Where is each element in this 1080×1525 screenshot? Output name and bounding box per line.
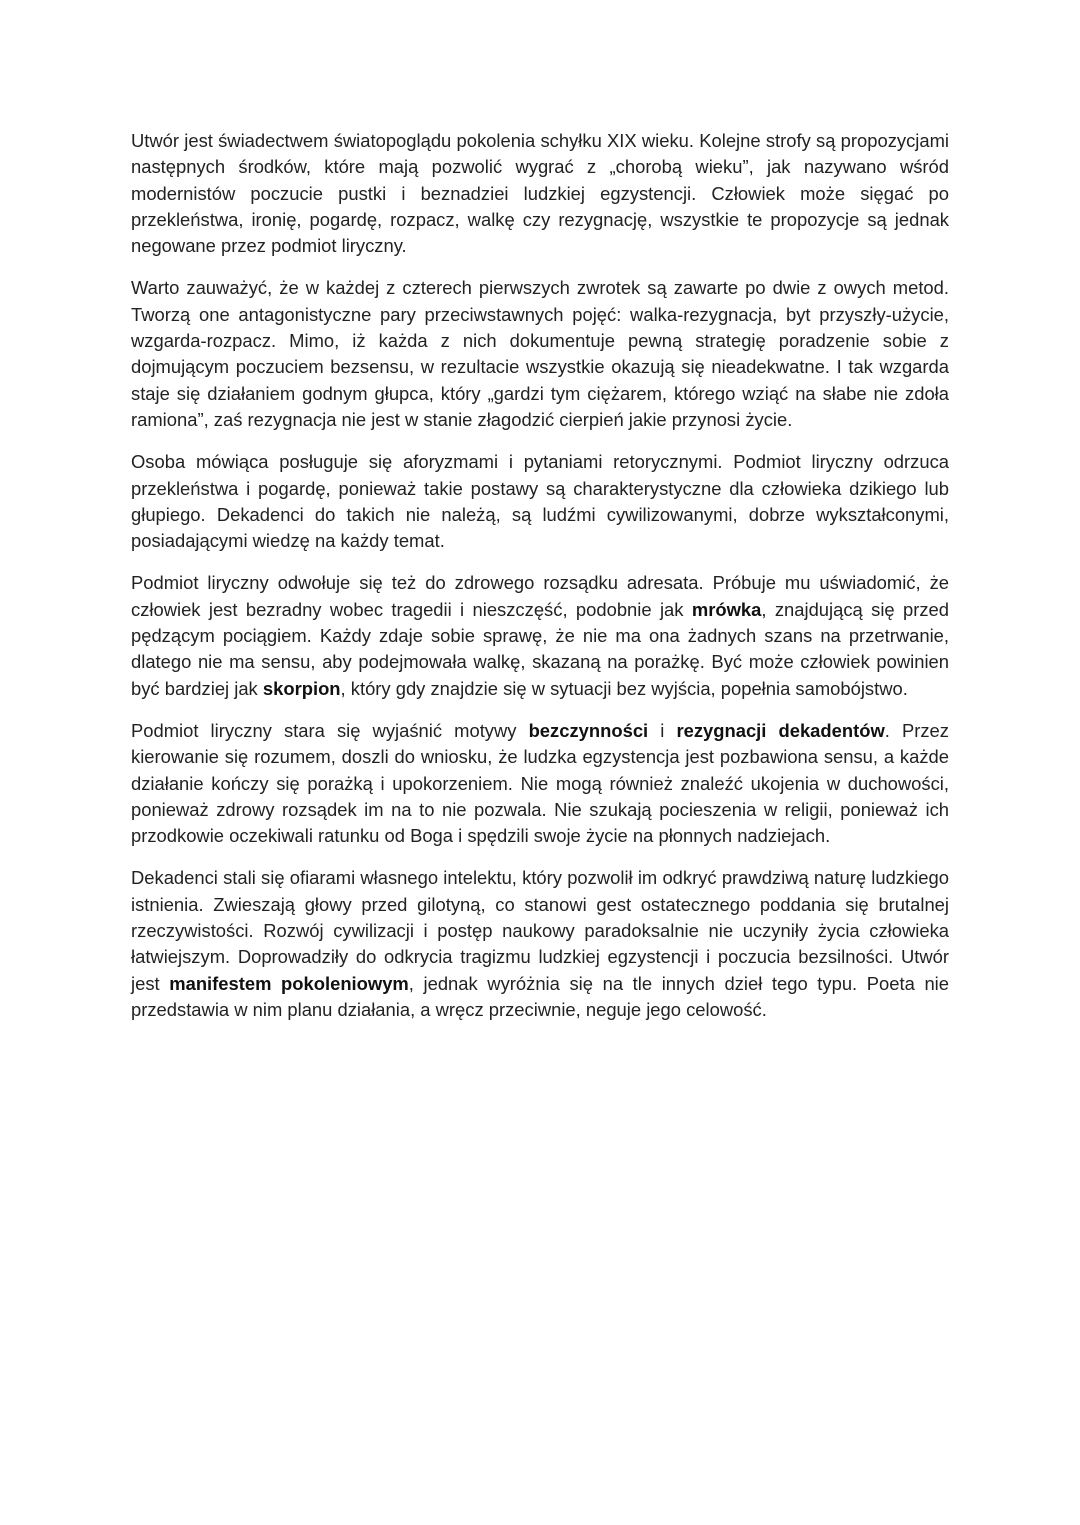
paragraph-5 xyxy=(131,718,949,849)
text-run: Warto zauważyć, że w każdej z czterech pierwszych zwrotek są zawarte po dwie z owych metod. Tworzą one antagonistyczne pary przeciwstawnych pojęć: walka-rezygnacja, byt przyszły-użycie, wzgarda-rozpacz. Mimo, iż każda z nich dokumentuje pewną strategię poradzenie sobie z dojmującym poczuciem bezsensu, w rezultacie wszystkie okazują się nieadekwatne. I tak wzgarda staje się działaniem godnym głupca, który „gardzi tym ciężarem, którego wziąć na słabe nie zdoła ramiona”, zaś rezygnacja nie jest w stanie złagodzić cierpień jakie przynosi życie. xyxy=(131,277,949,430)
paragraph-6 xyxy=(131,865,949,1023)
text-run: . Przez kierowanie się rozumem, doszli do wniosku, że ludzka egzystencja jest pozbawiona sensu, a każde działanie kończy się porażką i upokorzeniem. Nie mogą również znaleźć ukojenia w duchowości, ponieważ zdrowy rozsądek im na to nie pozwala. Nie szukają pocieszenia w religii, ponieważ ich przodkowie oczekiwali ratunku od Boga i spędzili swoje życie na płonnych nadziejach. xyxy=(131,719,949,847)
bold-term-skorpion: skorpion xyxy=(262,677,341,699)
paragraph-2 xyxy=(131,275,949,433)
document-page xyxy=(131,128,949,1039)
text-run: Podmiot liryczny stara się wyjaśnić motywy xyxy=(131,719,529,741)
text-run: Dekadenci stali się ofiarami własnego intelektu, który pozwolił im odkryć prawdziwą naturę ludzkiego istnienia. Zwieszają głowy przed gilotyną, co stanowi gest ostatecznego poddania się brutalnej rzeczywistości. Rozwój cywilizacji i postęp naukowy paradoksalnie nie uczyniły życia człowieka łatwiejszym. Doprowadziły do odkrycia tragizmu ludzkiej egzystencji i poczucia bezsilności. Utwór jest xyxy=(131,867,949,994)
bold-term-manifestem-pokoleniowym: manifestem pokoleniowym xyxy=(169,972,409,994)
text-run: Osoba mówiąca posługuje się aforyzmami i pytaniami retorycznymi. Podmiot liryczny odrzuca przekleństwa i pogardę, ponieważ takie postawy są charakterystyczne dla człowieka dzikiego lub głupiego. Dekadenci do takich nie należą, są ludźmi cywilizowanymi, dobrze wykształconymi, posiadającymi wiedzę na każdy temat. xyxy=(131,451,949,552)
bold-term-mrowka: mrówka xyxy=(691,598,762,620)
text-run: , jednak wyróżnia się na tle innych dzieł tego typu. Poeta nie przedstawia w nim planu działania, a wręcz przeciwnie, neguje jego celowość. xyxy=(131,972,949,1020)
text-run: , znajdującą się przed pędzącym pociągiem. Każdy zdaje sobie sprawę, że nie ma ona żadnych szans na przetrwanie, dlatego nie ma sensu, aby podejmowała walkę, skazaną na porażkę. Być może człowiek powinien być bardziej jak xyxy=(131,598,949,699)
paragraph-1 xyxy=(131,128,949,259)
paragraph-4 xyxy=(131,570,949,701)
bold-term-bezczynnosci: bezczynności xyxy=(528,719,649,741)
bold-term-rezygnacji-dekadentow: rezygnacji dekadentów xyxy=(676,719,885,741)
text-run: Utwór jest świadectwem światopoglądu pokolenia schyłku XIX wieku. Kolejne strofy są propozycjami następnych środków, które mają pozwolić wygrać z „chorobą wieku”, jak nazywano wśród modernistów poczucie pustki i beznadziei ludzkiej egzystencji. Człowiek może sięgać po przekleństwa, ironię, pogardę, rozpacz, walkę czy rezygnację, wszystkie te propozycje są jednak negowane przez podmiot liryczny. xyxy=(131,130,949,257)
text-run: i xyxy=(648,719,677,741)
text-run: , który gdy znajdzie się w sytuacji bez wyjścia, popełnia samobójstwo. xyxy=(340,677,908,699)
text-run: Podmiot liryczny odwołuje się też do zdrowego rozsądku adresata. Próbuje mu uświadomić, że człowiek jest bezradny wobec tragedii i nieszczęść, podobnie jak xyxy=(131,572,949,620)
paragraph-3 xyxy=(131,449,949,554)
